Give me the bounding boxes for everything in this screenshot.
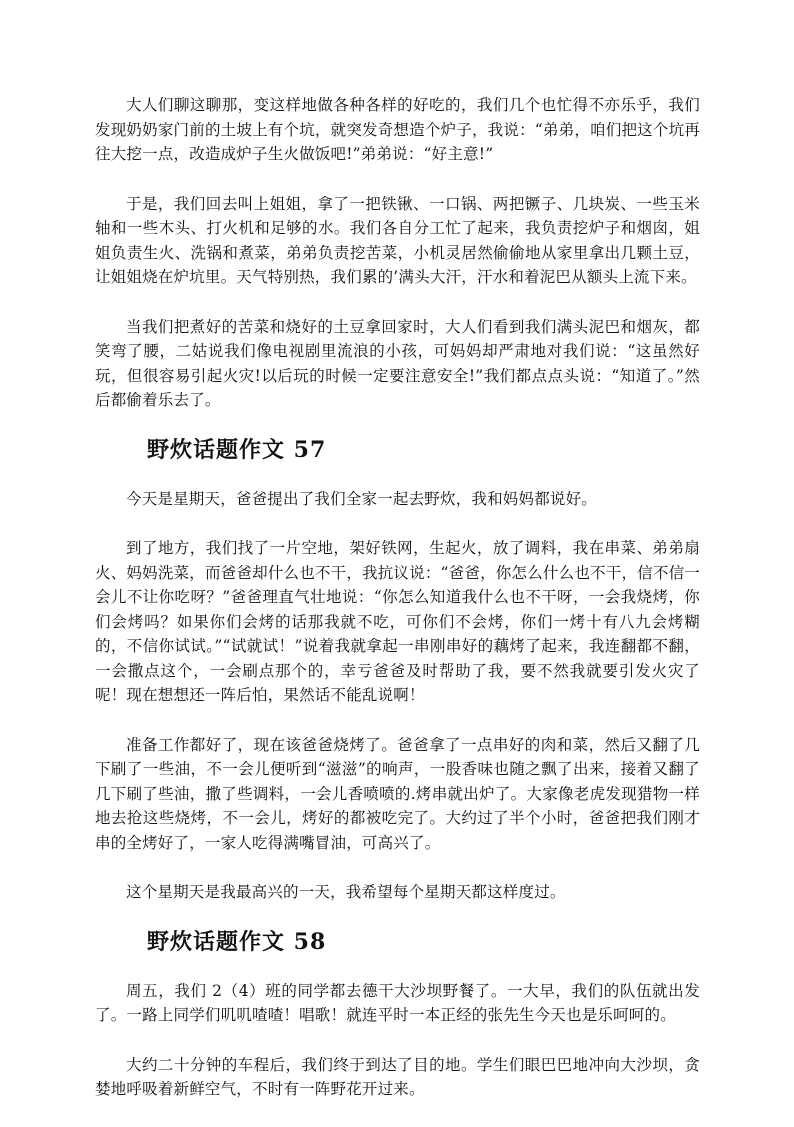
paragraph: 于是，我们回去叫上姐姐，拿了一把铁锹、一口锅、两把镢子、几块炭、一些玉米轴和一些木头、打火机和足够的水。我们各自分工忙了起来，我负责挖炉子和烟囱，姐姐负责生火、洗锅和煮菜，弟弟负责挖苦菜，小机灵居然偷偷地从家里拿出几颗土豆，让姐姐烧在炉坑里。天气特别热，我们累的’满头大汗，汗水和着泥巴从额头上流下来。 <box>95 194 700 286</box>
section-heading-57: 野炊话题作文 57 <box>147 436 327 463</box>
paragraph: 大人们聊这聊那，变这样地做各种各样的好吃的，我们几个也忙得不亦乐乎，我们发现奶奶家门前的土坡上有个坑，就突发奇想造个炉子，我说：“弟弟，咱们把这个坑再往大挖一点，改造成炉子生火做饭吧!”弟弟说：“好主意!” <box>95 96 700 163</box>
paragraph: 当我们把煮好的苦菜和烧好的土豆拿回家时，大人们看到我们满头泥巴和烟灰，都笑弯了腰，二姑说我们像电视剧里流浪的小孩，可妈妈却严肃地对我们说：“这虽然好玩，但很容易引起火灾!以后玩的时候一定要注意安全!”我们都点点头说：“知道了。”然后都偷着乐去了。 <box>95 317 700 409</box>
section-heading-58: 野炊话题作文 58 <box>147 928 327 955</box>
paragraph: 大约二十分钟的车程后，我们终于到达了目的地。学生们眼巴巴地冲向大沙坝，贪婪地呼吸着新鲜空气，不时有一阵野花开过来。 <box>95 1055 700 1098</box>
paragraph: 今天是星期天，爸爸提出了我们全家一起去野炊，我和妈妈都说好。 <box>126 489 598 508</box>
paragraph: 准备工作都好了，现在该爸爸烧烤了。爸爸拿了一点串好的肉和菜，然后又翻了几下刷了一些油，不一会儿便听到“滋滋”的响声，一股香味也随之飘了出来，接着又翻了几下刷了些油，撒了些调料，一会儿香喷喷的.烤串就出炉了。大家像老虎发现猎物一样地去抢这些烧烤，不一会儿，烤好的都被吃完了。大约过了半个小时，爸爸把我们刚才串的全烤好了，一家人吃得满嘴冒油，可高兴了。 <box>95 735 700 852</box>
paragraph: 周五，我们 2（4）班的同学都去德干大沙坝野餐了。一大早，我们的队伍就出发了。一路上同学们叽叽喳喳！唱歌！就连平时一本正经的张先生今天也是乐呵呵的。 <box>95 981 700 1024</box>
document-body <box>95 93 700 1127</box>
paragraph: 这个星期天是我最高兴的一天，我希望每个星期天都这样度过。 <box>126 883 566 901</box>
paragraph: 到了地方，我们找了一片空地，架好铁网，生起火，放了调料，我在串菜、弟弟扇火、妈妈洗菜，而爸爸却什么也不干，我抗议说：“爸爸，你怎么什么也不干，信不信一会儿不让你吃呀？”爸爸理直气壮地说：“你怎么知道我什么也不干呀，一会我烧烤，你们会烤吗？如果你们会烤的话那我就不吃，可你们不会烤，你们一烤十有八九会烤糊的，不信你试试。”“试就试！”说着我就拿起一串刚串好的藕烤了起来，我连翻都不翻，一会撒点这个，一会刷点那个的，幸亏爸爸及时帮助了我，要不然我就要引发火灾了呢！现在想想还一阵后怕，果然话不能乱说啊！ <box>95 539 700 704</box>
